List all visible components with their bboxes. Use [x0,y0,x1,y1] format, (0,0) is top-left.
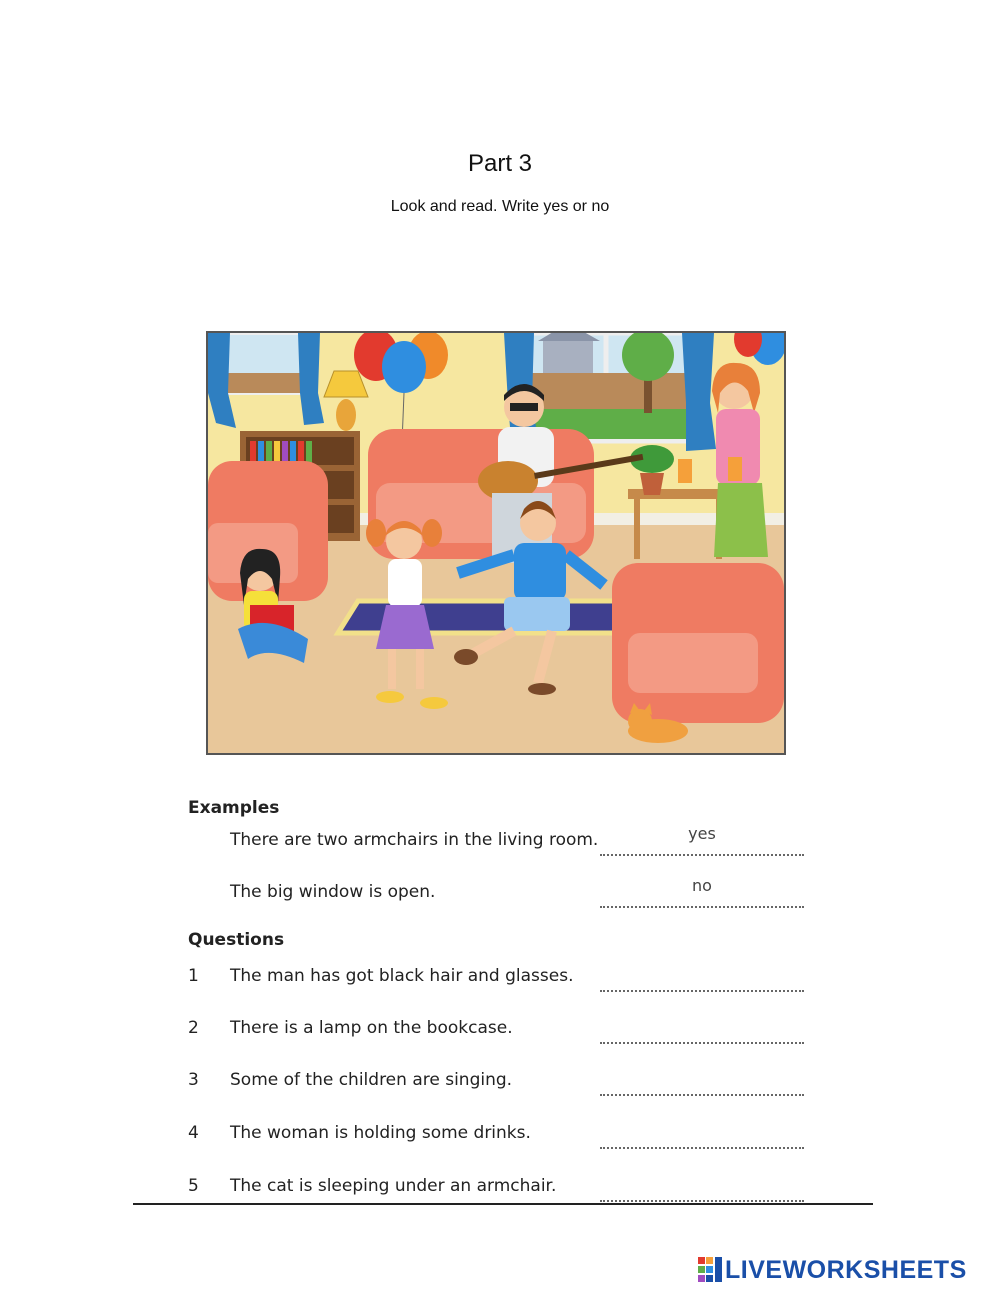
question-number: 2 [188,1018,199,1038]
example-sentence: The big window is open. [230,882,436,902]
question-sentence: The cat is sleeping under an armchair. [230,1176,557,1196]
question-row [0,1070,1000,1100]
question-number: 3 [188,1070,199,1090]
question-row [0,1018,1000,1048]
question-sentence: The woman is holding some drinks. [230,1123,531,1143]
divider-line [133,1203,873,1205]
question-row [0,1123,1000,1153]
question-number: 5 [188,1176,199,1196]
question-row [0,966,1000,996]
question-sentence: The man has got black hair and glasses. [230,966,574,986]
questions-heading: Questions [188,930,285,950]
question-number: 1 [188,966,199,986]
example-row [0,876,1000,912]
answer-input-4[interactable] [600,1129,804,1149]
example-answer: no [692,876,712,895]
question-row [0,1176,1000,1206]
brand-name: LIVEWORKSHEETS [725,1255,967,1284]
answer-input-3[interactable] [600,1076,804,1096]
instruction-text: Look and read. Write yes or no [390,198,610,215]
answer-input-2[interactable] [600,1024,804,1044]
examples-heading: Examples [188,798,280,818]
example-sentence: There are two armchairs in the living room. [230,830,599,850]
liveworksheets-logo-icon [698,1257,722,1283]
answer-input-5[interactable] [600,1182,804,1202]
question-sentence: There is a lamp on the bookcase. [230,1018,513,1038]
question-number: 4 [188,1123,199,1143]
answer-input-1[interactable] [600,972,804,992]
liveworksheets-brand[interactable] [698,1255,993,1285]
question-sentence: Some of the children are singing. [230,1070,513,1090]
page-title: Part 3 [467,150,533,177]
example-answer: yes [688,824,716,843]
living-room-illustration [206,331,786,755]
example-row [0,824,1000,860]
